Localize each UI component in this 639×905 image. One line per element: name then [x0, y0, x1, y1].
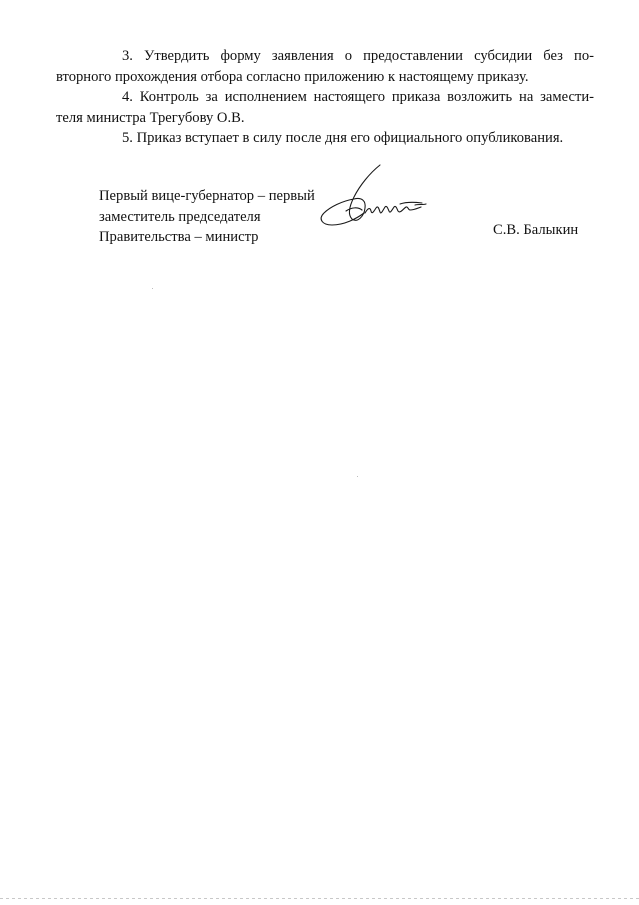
signatory-position: [99, 186, 329, 248]
signatory-position-line-1: Первый вице-губернатор – первый: [99, 188, 315, 204]
scan-speck: [357, 476, 358, 477]
scan-speck: [152, 288, 153, 289]
clause-3: [56, 46, 594, 87]
clause-5-line-1: 5. Приказ вступает в силу после дня его официального опубликования.: [122, 130, 564, 146]
handwritten-signature: [318, 163, 430, 233]
clause-4: [56, 87, 594, 128]
signatory-name: С.В. Балыкин: [493, 222, 579, 238]
clause-5: [56, 128, 594, 149]
clause-4-line-2: теля министра Трегубову О.В.: [56, 109, 245, 126]
clause-3-line-1: 3. Утвердить форму заявления о предоставлении субсидии без по-: [122, 48, 594, 64]
clause-4-line-1: 4. Контроль за исполнением настоящего приказа возложить на замести-: [122, 89, 594, 105]
order-clauses: [56, 46, 594, 149]
clause-3-line-2: вторного прохождения отбора согласно приложению к настоящему приказу.: [56, 68, 529, 85]
signatory-position-line-2: заместитель председателя: [99, 208, 261, 225]
signatory-position-line-3: Правительства – министр: [99, 229, 259, 245]
scan-edge: [0, 898, 639, 899]
